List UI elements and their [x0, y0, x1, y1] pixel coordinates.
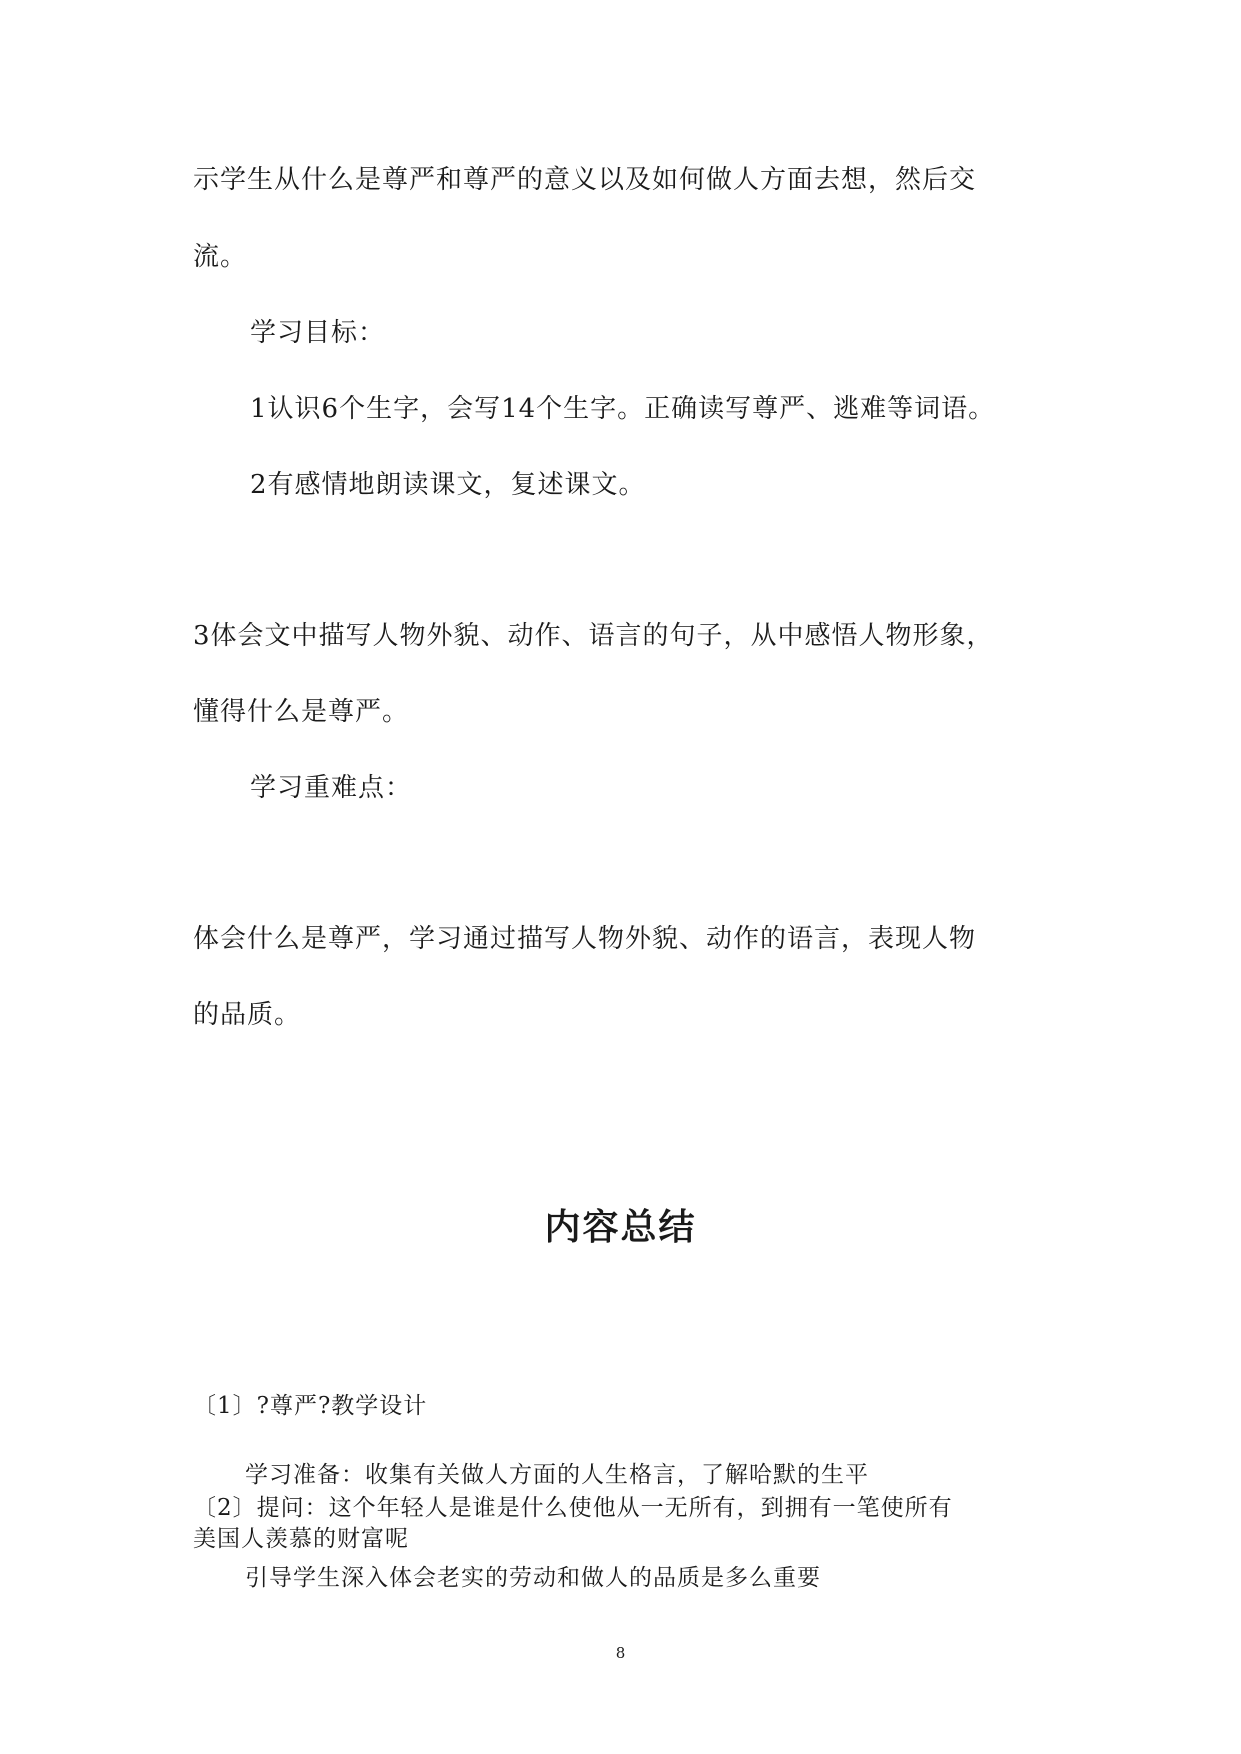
page-number: 8: [615, 1644, 626, 1662]
summary-guide: 引导学生深入体会老实的劳动和做人的品质是多么重要: [245, 1565, 821, 1591]
summary-prep: 学习准备：收集有关做人方面的人生格言，了解哈默的生平: [245, 1462, 869, 1488]
difficulty-text: 体会什么是尊严，学习通过描写人物外貌、动作的语言，表现人物: [193, 924, 977, 954]
paragraph-line: 流。: [193, 242, 248, 272]
objective-item-3: 3体会文中描写人物外貌、动作、语言的句子，从中感悟人物形象，: [193, 621, 994, 651]
objective-item-3-continued: 懂得什么是尊严。: [193, 697, 410, 727]
summary-item-2: 〔2〕提问：这个年轻人是谁是什么使他从一无所有，到拥有一笔使所有: [193, 1495, 953, 1521]
summary-heading: 内容总结: [544, 1207, 697, 1248]
difficulty-text-continued: 的品质。: [193, 1000, 302, 1030]
summary-item-1: 〔1〕?尊严?教学设计: [193, 1393, 428, 1419]
summary-item-2-continued: 美国人羡慕的财富呢: [193, 1526, 409, 1552]
objective-item-1: 1认识6个生字，会写14个生字。正确读写尊严、逃难等词语。: [250, 394, 996, 424]
objective-item-2: 2有感情地朗读课文，复述课文。: [250, 470, 646, 500]
objectives-label: 学习目标：: [250, 318, 386, 348]
paragraph-line: 示学生从什么是尊严和尊严的意义以及如何做人方面去想，然后交: [193, 165, 977, 195]
difficulties-label: 学习重难点：: [250, 773, 413, 803]
